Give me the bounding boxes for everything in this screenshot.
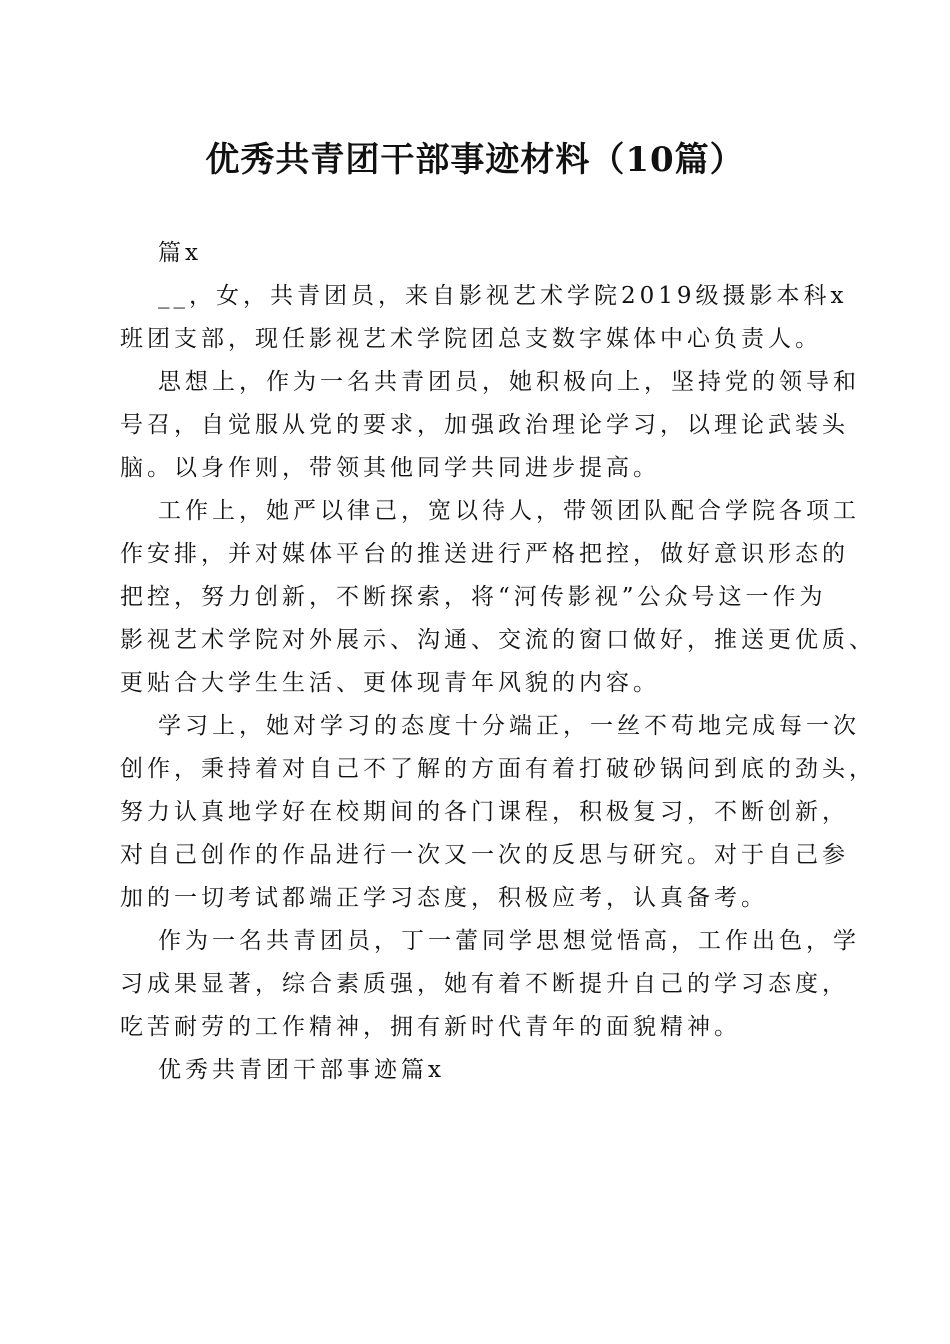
paragraph-line: __，女，共青团员，来自影视艺术学院2019级摄影本科x xyxy=(158,283,848,309)
paragraph-line: 吃苦耐劳的工作精神，拥有新时代青年的面貌精神。 xyxy=(120,1014,741,1040)
paragraph-line: 脑。以身作则，带领其他同学共同进步提高。 xyxy=(120,455,660,481)
paragraph-line: 更贴合大学生生活、更体现青年风貌的内容。 xyxy=(120,670,660,696)
section-heading: 优秀共青团干部事迹篇x xyxy=(158,1057,445,1083)
paragraph-line: 把控，努力创新，不断探索，将“河传影视”公众号这一作为 xyxy=(120,584,827,610)
paragraph-line: 习成果显著，综合素质强，她有着不断提升自己的学习态度， xyxy=(120,971,849,997)
paragraph-line: 号召，自觉服从党的要求，加强政治理论学习，以理论武装头 xyxy=(120,412,849,438)
paragraph-line: 创作，秉持着对自己不了解的方面有着打破砂锅问到底的劲头， xyxy=(120,756,876,782)
paragraph-line: 工作上，她严以律己，宽以待人，带领团队配合学院各项工 xyxy=(158,498,860,524)
section-heading: 篇x xyxy=(158,240,202,266)
paragraph-line: 对自己创作的作品进行一次又一次的反思与研究。对于自己参 xyxy=(120,842,849,868)
paragraph-line: 影视艺术学院对外展示、沟通、交流的窗口做好，推送更优质、 xyxy=(120,627,876,653)
document-body xyxy=(120,232,876,1092)
paragraph-line: 作为一名共青团员，丁一蕾同学思想觉悟高，工作出色，学 xyxy=(158,928,860,954)
paragraph-line: 加的一切考试都端正学习态度，积极应考，认真备考。 xyxy=(120,885,768,911)
paragraph-line: 班团支部，现任影视艺术学院团总支数字媒体中心负责人。 xyxy=(120,326,822,352)
paragraph-line: 思想上，作为一名共青团员，她积极向上，坚持党的领导和 xyxy=(158,369,860,395)
paragraph-line: 努力认真地学好在校期间的各门课程，积极复习，不断创新， xyxy=(120,799,849,825)
document-title: 优秀共青团干部事迹材料（10篇） xyxy=(205,140,745,180)
paragraph-line: 作安排，并对媒体平台的推送进行严格把控，做好意识形态的 xyxy=(120,541,849,567)
paragraph-line: 学习上，她对学习的态度十分端正，一丝不苟地完成每一次 xyxy=(158,713,860,739)
